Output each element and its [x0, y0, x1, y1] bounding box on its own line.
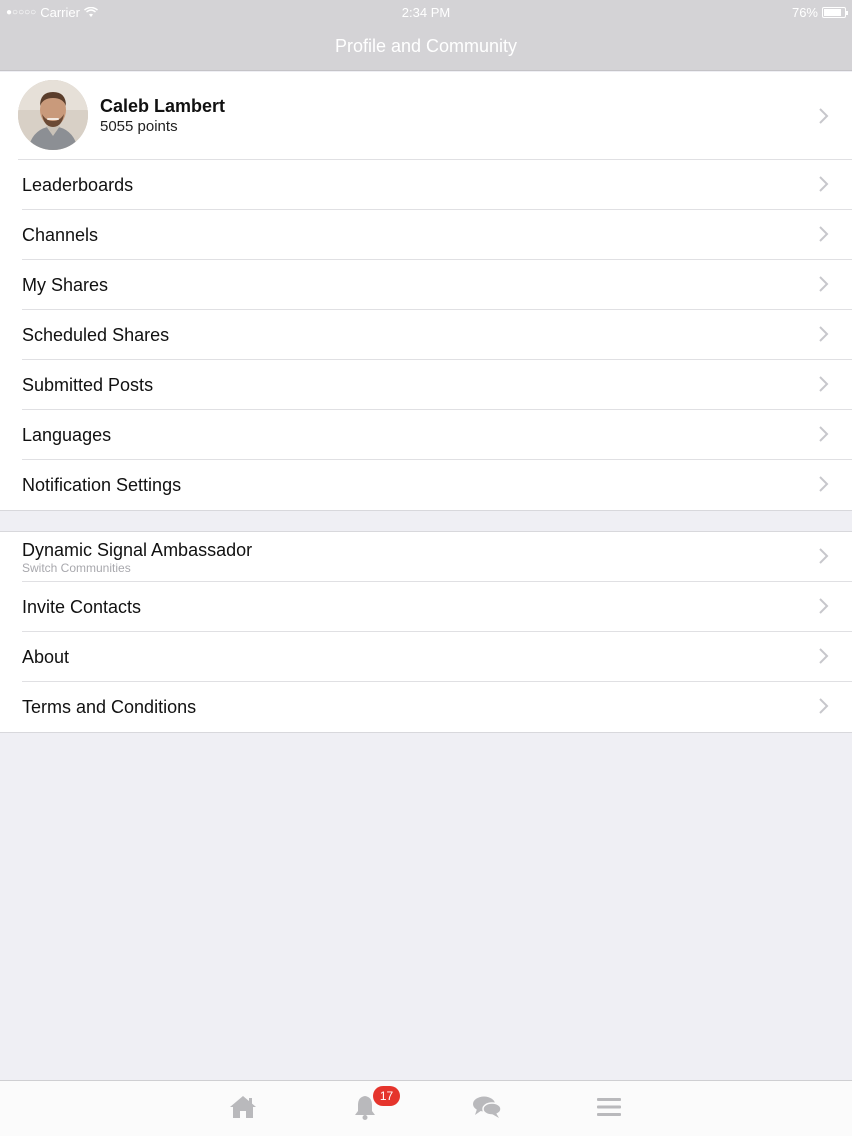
menu-item-label: Scheduled Shares: [22, 325, 170, 345]
chevron-right-icon: [818, 646, 830, 666]
page-title: Profile and Community: [334, 36, 518, 56]
chevron-right-icon: [818, 374, 830, 394]
battery-percent: 76%: [791, 5, 818, 20]
avatar: [18, 80, 88, 150]
menu-item-switch-community[interactable]: [22, 532, 852, 582]
menu-item-scheduled-shares[interactable]: [22, 310, 852, 360]
carrier-label: Carrier: [40, 5, 80, 20]
profile-name: Caleb Lambert: [100, 96, 226, 116]
menu-item-terms-and-conditions[interactable]: [22, 682, 852, 732]
menu-item-invite-contacts[interactable]: [22, 582, 852, 632]
navigation-bar: [0, 24, 852, 71]
home-icon[interactable]: [227, 1093, 259, 1121]
menu-item-submitted-posts[interactable]: [22, 360, 852, 410]
menu-item-about[interactable]: [22, 632, 852, 682]
notification-badge: 17: [373, 1086, 400, 1106]
community-menu-group: [0, 531, 852, 733]
chevron-right-icon: [818, 106, 830, 126]
chevron-right-icon: [818, 174, 830, 194]
menu-item-label: Notification Settings: [22, 475, 182, 495]
menu-item-label: Invite Contacts: [22, 597, 142, 617]
status-time: 2:34 PM: [401, 5, 451, 20]
avatar-image: [18, 80, 88, 150]
chevron-right-icon: [818, 696, 830, 716]
signal-strength-icon: ●○○○○: [6, 7, 37, 18]
chat-bubbles-icon[interactable]: [471, 1093, 503, 1121]
profile-menu-group: [0, 72, 852, 511]
chevron-right-icon: [818, 274, 830, 294]
status-bar: [0, 0, 852, 24]
menu-item-label: Languages: [22, 425, 112, 445]
chevron-right-icon: [818, 324, 830, 344]
menu-item-label: Leaderboards: [22, 175, 134, 195]
community-name: Dynamic Signal Ambassador: [22, 540, 253, 560]
chevron-right-icon: [818, 224, 830, 244]
menu-item-label: Terms and Conditions: [22, 697, 197, 717]
menu-icon[interactable]: [593, 1093, 625, 1121]
chevron-right-icon: [818, 546, 830, 566]
menu-item-label: Channels: [22, 225, 99, 245]
chevron-right-icon: [818, 424, 830, 444]
menu-item-label: My Shares: [22, 275, 109, 295]
chevron-right-icon: [818, 596, 830, 616]
chevron-right-icon: [818, 474, 830, 494]
profile-row[interactable]: [18, 72, 852, 160]
status-right: [792, 5, 846, 20]
battery-icon: [822, 7, 846, 18]
menu-item-notification-settings[interactable]: [22, 460, 852, 510]
menu-item-channels[interactable]: [22, 210, 852, 260]
menu-item-my-shares[interactable]: [22, 260, 852, 310]
menu-item-languages[interactable]: [22, 410, 852, 460]
profile-points: 5055 points: [100, 118, 178, 135]
menu-item-leaderboards[interactable]: [22, 160, 852, 210]
menu-item-label: Submitted Posts: [22, 375, 154, 395]
tab-bar: [0, 1080, 852, 1136]
switch-communities-label: Switch Communities: [22, 561, 131, 575]
menu-item-label: About: [22, 647, 70, 667]
